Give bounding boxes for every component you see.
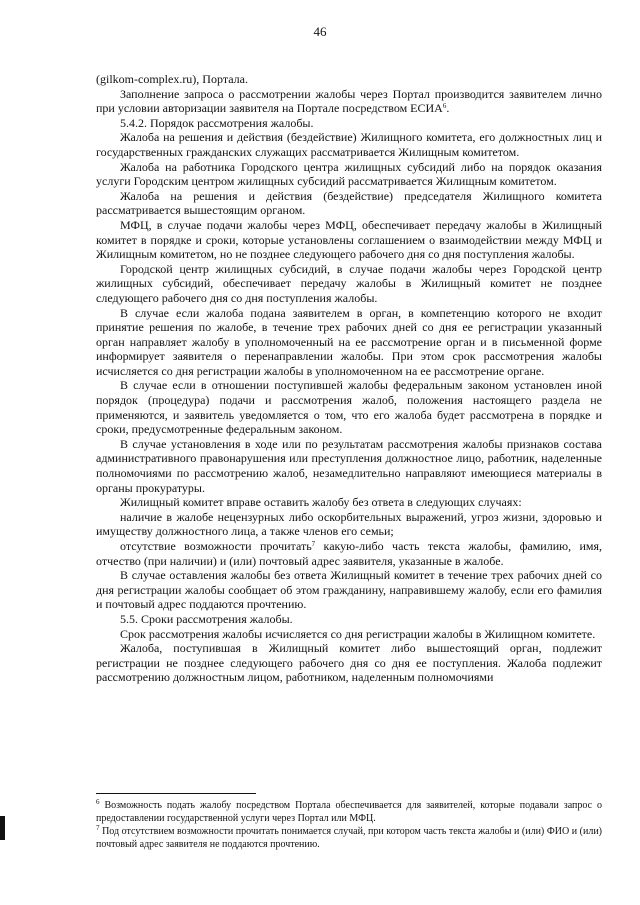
section-heading: 5.5. Сроки рассмотрения жалобы. (120, 611, 293, 626)
paragraph-text: какую-либо часть текста жалобы, фамилию, имя, отчество (при наличии) и (или) почтовый адрес заявителя, указанные в жалобе. (96, 539, 602, 568)
paragraph: Жалоба на решения и действия (бездействие) председателя Жилищного комитета рассматривается вышестоящим органом. (96, 188, 602, 218)
scan-edge-mark (0, 816, 5, 840)
footnote-reference[interactable]: 7 (311, 540, 316, 548)
footnote (96, 825, 602, 851)
footnote-reference[interactable]: 6 (442, 102, 447, 111)
page-number: 46 (313, 24, 327, 39)
paragraph: В случае если в отношении поступившей жалобы федеральным законом установлен иной порядок (процедура) подачи и рассмотрения жалоб, положения настоящего раздела не применяются, и заявитель уведомляется о том, что его жалоба будет рассмотрена в порядке и сроки, предусмотренные федеральным законом. (96, 378, 602, 437)
paragraph (96, 87, 602, 116)
section-heading: 5.4.2. Порядок рассмотрения жалобы. (120, 115, 314, 130)
document-body (96, 72, 602, 685)
paragraph: МФЦ, в случае подачи жалобы через МФЦ, обеспечивает передачу жалобы в Жилищный комитет в порядке и сроки, которые установлены соглашением о взаимодействии между МФЦ и Жилищным комитетом, но не позднее следующего рабочего дня со дня поступления жалобы. (96, 217, 602, 262)
paragraph: Жилищный комитет вправе оставить жалобу без ответа в следующих случаях: (120, 495, 522, 510)
paragraph: Жалоба на решения и действия (бездействие) Жилищного комитета, его должностных лиц и государственных гражданских служащих рассматривается Жилищным комитетом. (96, 130, 602, 159)
footnote-mark: 7 (96, 824, 100, 832)
paragraph: В случае если жалоба подана заявителем в орган, в компетенцию которого не входит принятие решения по жалобе, в течение трех рабочих дней со дня ее регистрации указанный орган направляет жалобу в уполномоченный на ее рассмотрение орган и в письменной форме информирует заявителя о перенаправлении жалобы. При этом срок рассмотрения жалобы исчисляется со дня регистрации жалобы в уполномоченном на ее рассмотрение органе. (96, 305, 602, 378)
paragraph: Срок рассмотрения жалобы исчисляется со дня регистрации жалобы в Жилищном комитете. (120, 626, 596, 641)
footnote-text: Под отсутствием возможности прочитать понимается случай, при котором часть текста жалобы и (или) ФИО и (или) почтовый адрес заявителя не поддаются прочтению. (96, 826, 602, 850)
paragraph: Жалоба, поступившая в Жилищный комитет либо вышестоящий орган, подлежит регистрации не позднее следующего рабочего дня со дня ее поступления. Жалоба подлежит рассмотрению должностным лицом, работником, наделенным полномочиями (96, 641, 602, 685)
paragraph-text: . (446, 101, 450, 116)
paragraph-text: Заполнение запроса о рассмотрении жалобы через Портал производится заявителем лично при условии авторизации заявителя на Портале посредством ЕСИА (96, 86, 602, 116)
paragraph: (gilkom-complex.ru), Портала. (96, 72, 248, 86)
footnote-mark: 6 (96, 798, 100, 806)
paragraph: В случае установления в ходе или по результатам рассмотрения жалобы признаков состава административного правонарушения или преступления должностное лицо, работник, наделенные полномочиями по рассмотрению жалоб, незамедлительно направляют имеющиеся материалы в органы прокуратуры. (96, 436, 602, 495)
list-item: наличие в жалобе нецензурных либо оскорбительных выражений, угроз жизни, здоровью и имуществу должностного лица, а также членов его семьи; (96, 509, 602, 539)
footnote (96, 799, 602, 825)
footnotes (96, 799, 602, 851)
paragraph: В случае оставления жалобы без ответа Жилищный комитет в течение трех рабочих дней со дня регистрации жалобы сообщает об этом гражданину, направившему жалобу, если его фамилия и почтовый адрес поддаются прочтению. (96, 568, 602, 612)
paragraph: Жалоба на работника Городского центра жилищных субсидий либо на порядок оказания услуги Городским центром жилищных субсидий рассматривается Жилищным комитетом. (96, 159, 602, 189)
footnote-divider (96, 793, 256, 794)
paragraph: Городской центр жилищных субсидий, в случае подачи жалобы через Городской центр жилищных субсидий, обеспечивает передачу жалобы в Жилищный комитет не позднее следующего рабочего дня со дня поступления жалобы. (96, 261, 602, 305)
list-item (96, 539, 602, 568)
footnote-text: Возможность подать жалобу посредством Портала обеспечивается для заявителей, которые подавали запрос о предоставлении государственной услуги через Портал или МФЦ. (96, 800, 602, 824)
paragraph-text: отсутствие возможности прочитать (120, 539, 312, 553)
